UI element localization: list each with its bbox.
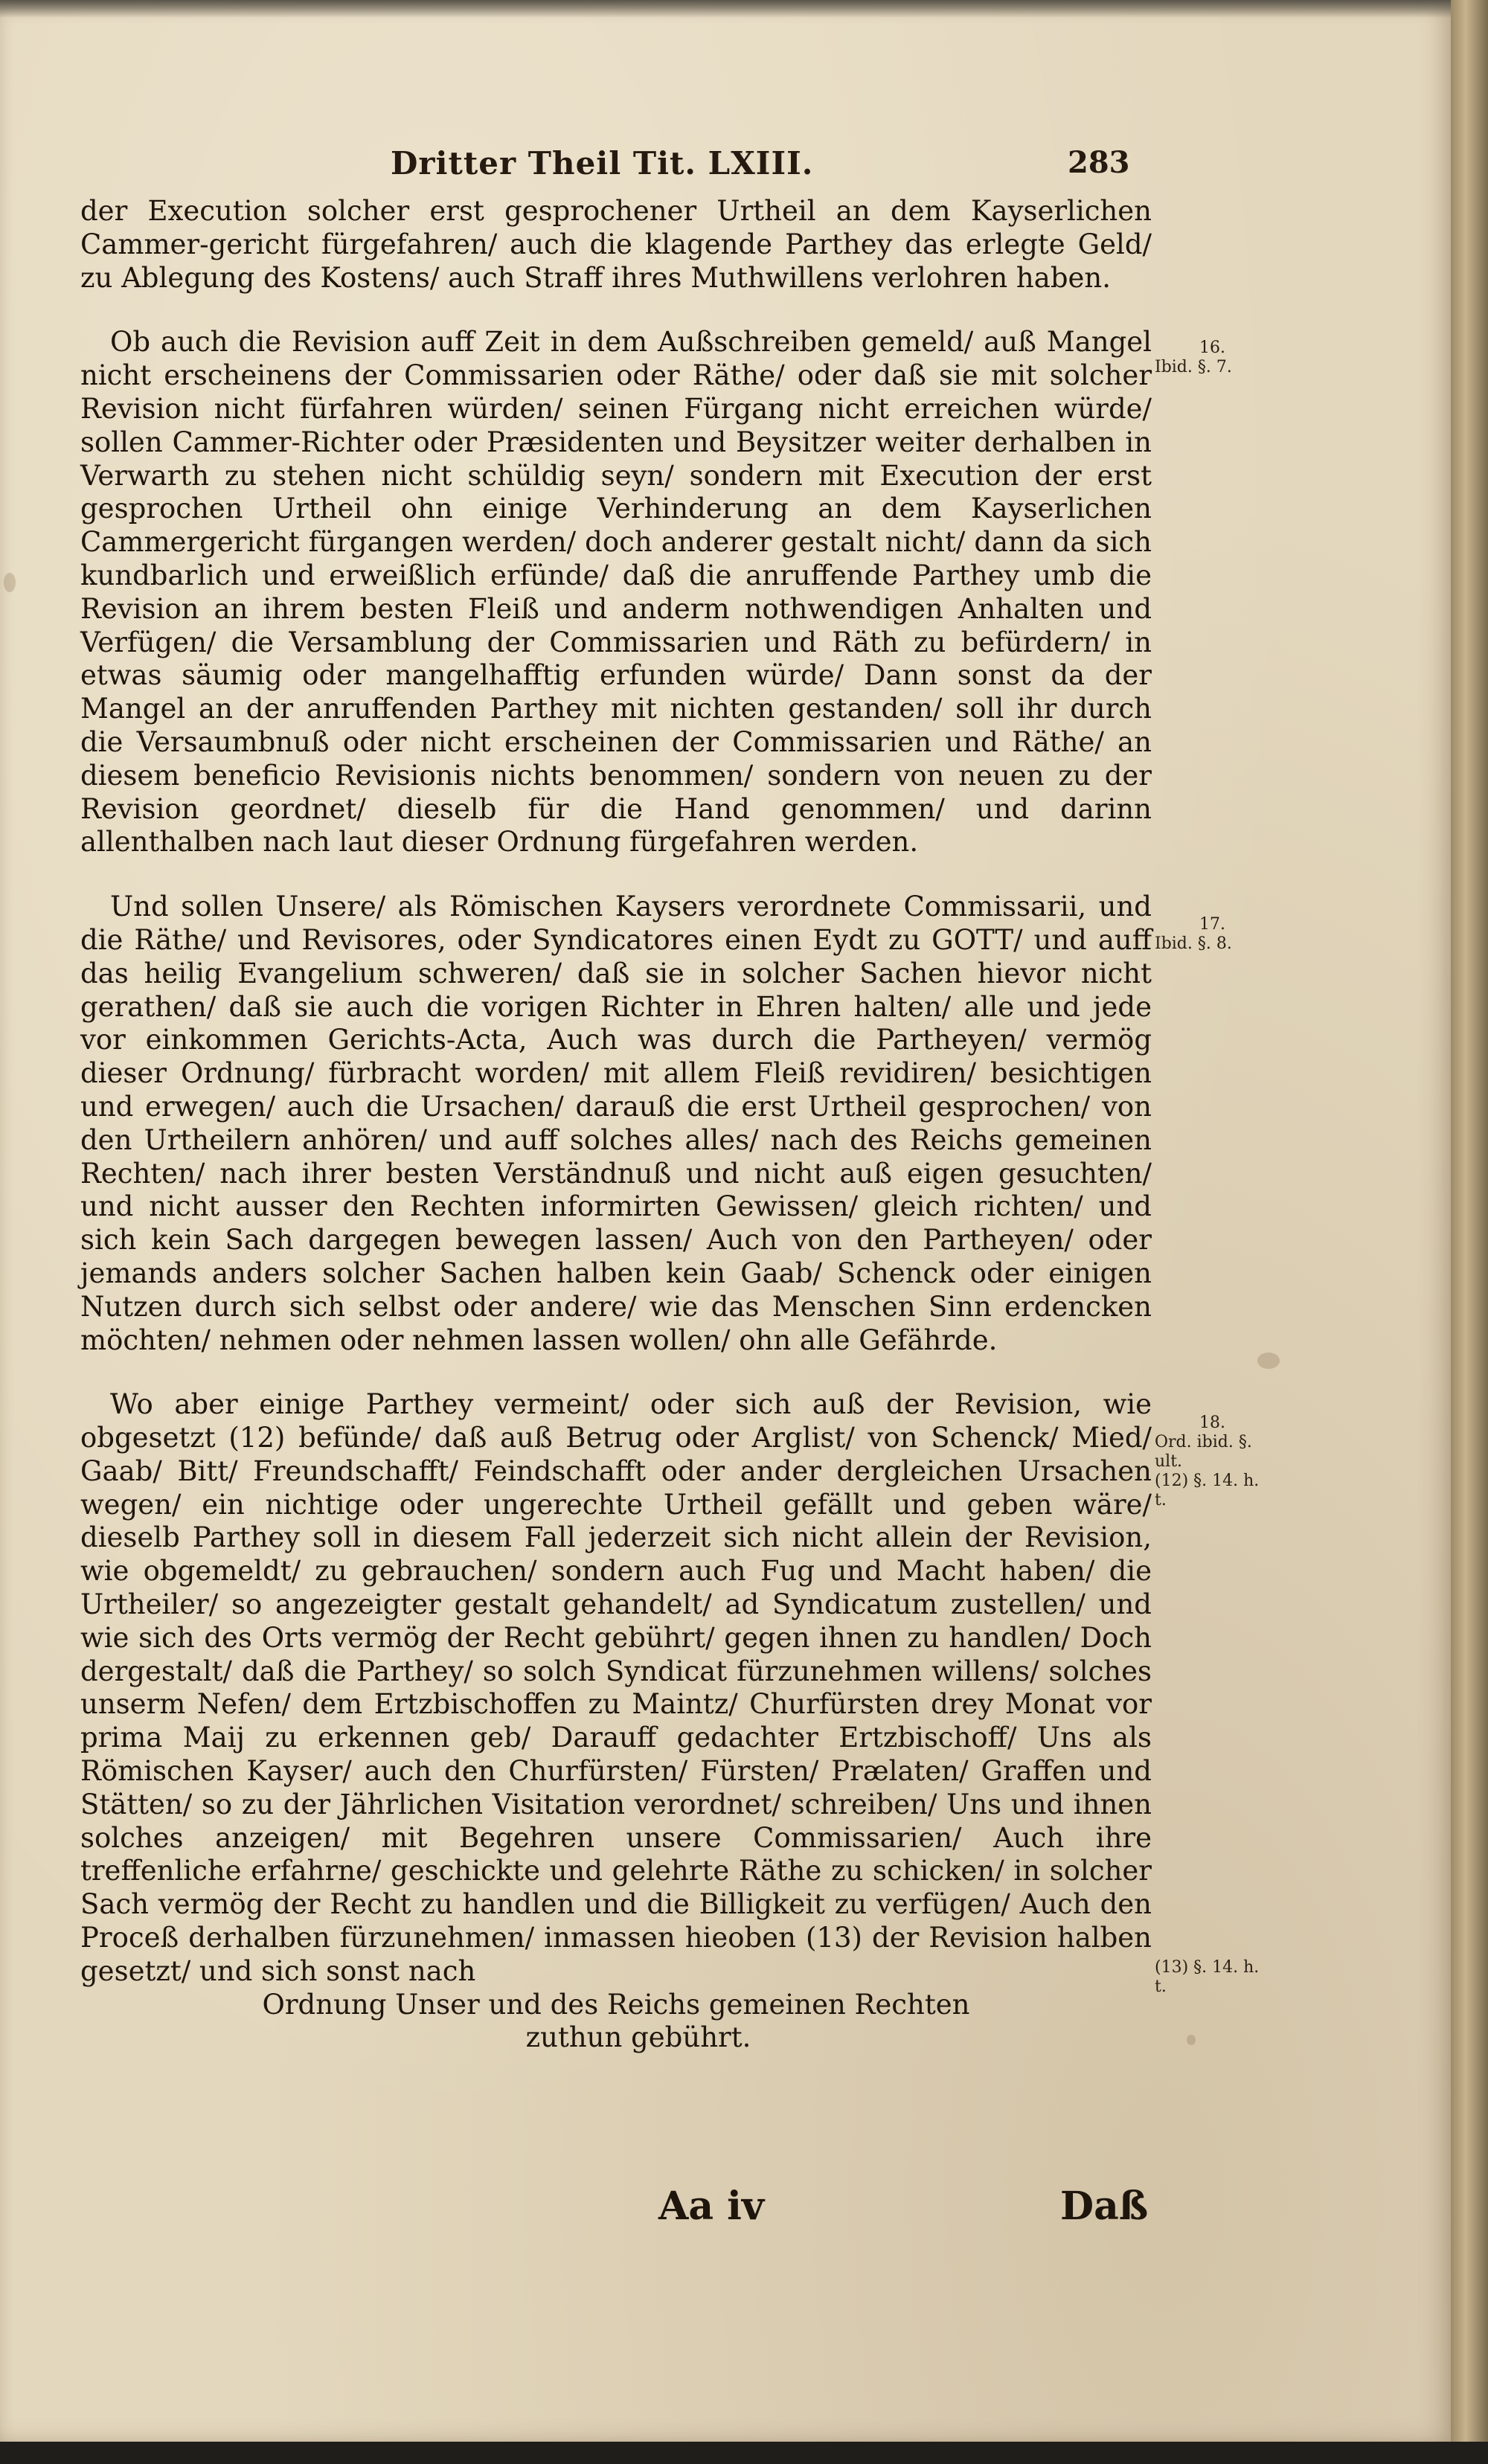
paragraph-continuation: der Execution solcher erst gesprochener Urtheil an dem Kayserlichen Cammer-gericht fürgefahren/ auch die klagende Parthey das erlegte Geld/ zu Ablegung des Kostens/ auch Straff ihres Muthwillens verlohren haben. xyxy=(80,195,1152,294)
page-header xyxy=(0,145,1455,190)
margin-note-13 xyxy=(1155,1958,1266,1997)
margin-note-18 xyxy=(1155,1414,1266,1510)
margin-reference: Ibid. §. 7. xyxy=(1155,358,1232,376)
closing-line-2: zuthun gebührt. xyxy=(525,2021,751,2054)
ink-speck xyxy=(1187,2035,1196,2045)
margin-reference: Ibid. §. 8. xyxy=(1155,934,1232,953)
running-title: Dritter Theil Tit. LXIII. xyxy=(391,145,814,182)
paragraph-16: Ob auch die Revision auff Zeit in dem Außschreiben gemeld/ auß Mangel nicht erscheinens der Commissarien oder Räthe/ oder daß sie mit solcher Revision nicht fürfahren würden/ seinen Fürgang nicht erreichen würde/ sollen Cammer-Richter oder Præsidenten und Beysitzer weiter derhalben in Verwarth zu stehen nicht schüldig seyn/ sondern mit Execution der erst gesprochen Urtheil ohn einige Verhinderung an dem Kayserlichen Cammergericht fürgangen werden/ doch anderer gestalt nicht/ dann da sich kundbarlich und erweißlich erfünde/ daß die anruffende Parthey umb die Revision an ihrem besten Fleiß und anderm nothwendigen Anhalten und Verfügen/ die Versamblung der Commissarien und Räth zu befürdern/ in etwas säumig oder mangelhafftig erfunden würde/ Dann sonst da der Mangel an der anruffenden Parthey mit nichten gestanden/ soll ihr durch die Versaumbnuß oder nicht erscheinen der Commissarien und Räthe/ an diesem beneficio Revisionis nichts benommen/ sondern von neuen zu der Revision geordnet/ dieselb für die Hand genommen/ und darinn allenthalben nach laut dieser Ordnung fürgefahren werden. xyxy=(80,326,1152,859)
page-number: 283 xyxy=(1068,145,1130,180)
margin-reference: Ord. ibid. §. ult. xyxy=(1155,1433,1252,1471)
margin-note-16 xyxy=(1155,339,1266,377)
margin-number: 17. xyxy=(1199,915,1225,934)
paragraph-17: Und sollen Unsere/ als Römischen Kaysers verordnete Commissarii, und die Räthe/ und Revisores, oder Syndicatores einen Eydt zu GOTT/ und auff das heilig Evangelium schweren/ daß sie in solcher Sachen hievor nicht gerathen/ daß sie auch die vorigen Richter in Ehren halten/ alle und jede vor einkommen Gerichts-Acta, Auch was durch die Partheyen/ vermög dieser Ordnung/ fürbracht worden/ mit allem Fleiß revidiren/ besichtigen und erwegen/ auch die Ursachen/ darauß die erst Urtheil gesprochen/ von den Urtheilern anhören/ und auff solches alles/ nach des Reichs gemeinen Rechten/ nach ihrer besten Verständnuß und nicht auß eigen gesuchten/ und nicht ausser den Rechten informirten Gewissen/ gleich richten/ und sich kein Sach dargegen bewegen lassen/ Auch von den Partheyen/ oder jemands anders solcher Sachen halben kein Gaab/ Schenck oder einigen Nutzen durch sich selbst oder andere/ wie das Menschen Sinn erdencken möchten/ nehmen oder nehmen lassen wollen/ ohn alle Gefährde. xyxy=(80,891,1152,1356)
margin-number: 18. xyxy=(1199,1414,1225,1432)
closing-lines xyxy=(80,1989,1152,2056)
paper-stain xyxy=(4,573,16,592)
margin-note-17 xyxy=(1155,915,1266,954)
closing-line-1: Ordnung Unser und des Reichs gemeinen Rechten xyxy=(262,1988,970,2021)
catchword: Daß xyxy=(1060,2184,1149,2229)
ink-blot xyxy=(1257,1353,1280,1369)
margin-footnote: (13) §. 14. h. t. xyxy=(1155,1958,1260,1996)
top-shadow xyxy=(0,0,1488,18)
paragraph-18: Wo aber einige Parthey vermeint/ oder sich auß der Revision, wie obgesetzt (12) befünde/ daß auß Betrug oder Arglist/ von Schenck/ Mied/ Gaab/ Bitt/ Freundschafft/ Feindschafft oder ander dergleichen Ursachen wegen/ ein nichtige oder ungerechte Urtheil gefällt und geben wäre/ dieselb Parthey soll in diesem Fall jederzeit sich nicht allein der Revision, wie obgemeldt/ zu gebrauchen/ sondern auch Fug und Macht haben/ die Urtheiler/ so angezeigter gestalt gehandelt/ ad Syndicatum zustellen/ und wie sich des Orts vermög der Recht gebührt/ gegen ihnen zu handlen/ Doch dergestalt/ daß die Parthey/ so solch Syndicat fürzunehmen willens/ solches unserm Nefen/ dem Ertzbischoffen zu Maintz/ Churfürsten drey Monat vor prima Maij zu erkennen geb/ Darauff gedachter Ertzbischoff/ Uns als Römischen Kayser/ auch den Churfürsten/ Fürsten/ Prælaten/ Graffen und Stätten/ so zu der Jährlichen Visitation verordnet/ schreiben/ Uns und ihnen solches anzeigen/ mit Begehren unsere Commissarien/ Auch ihre treffenliche erfahrne/ geschickte und gelehrte Räthe zu schicken/ in solcher Sach vermög der Recht zu handlen und die Billigkeit zu verfügen/ Auch den Proceß derhalben fürzunehmen/ inmassen hieoben (13) der Revision halben gesetzt/ und sich sonst nach xyxy=(80,1388,1152,1987)
margin-number: 16. xyxy=(1199,339,1225,357)
body-text xyxy=(80,195,1152,2055)
bottom-shadow xyxy=(0,2442,1488,2464)
signature-mark: Aa iv xyxy=(658,2184,765,2229)
margin-footnote: (12) §. 14. h. t. xyxy=(1155,1472,1260,1509)
page-edge xyxy=(1451,0,1488,2464)
